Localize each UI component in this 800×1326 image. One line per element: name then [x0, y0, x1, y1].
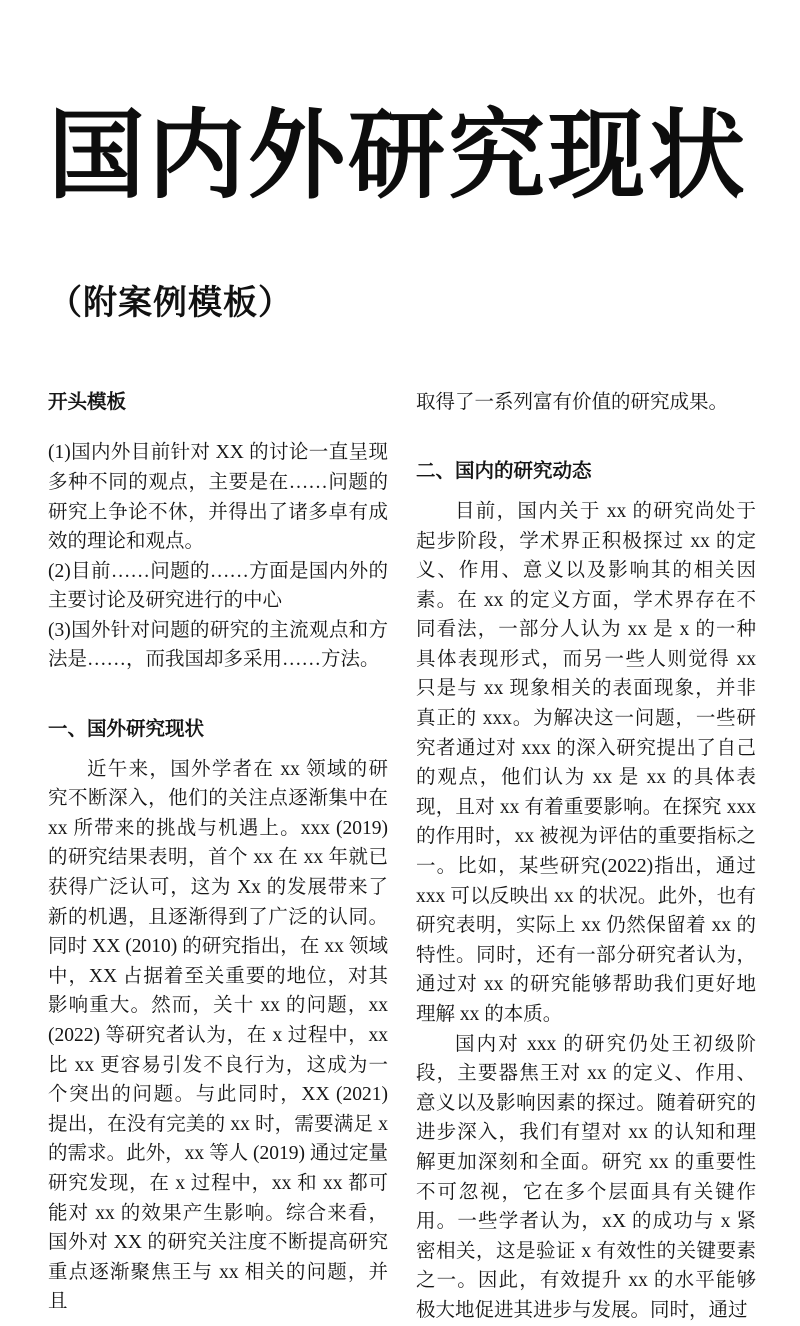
- page-subtitle: （附案例模板）: [48, 284, 293, 322]
- continuation-text: 取得了一系列富有价值的研究成果。: [416, 391, 729, 413]
- domestic-research-paragraph-1: 目前，国内关于 xx 的研究尚处于起步阶段，学术界正积极探过 xx 的定义、作用、意义以及影响其的相关因素。在 xx 的定义方面，学术界存在不同看法，一部分人认为 xx 是 x 的一种具体表现形式，而另一些人则觉得 xx 只是与 xx 现象相关的表面现象，并非真正的 xxx。为解决这一问题，一些研究者通过对 xxx 的深入研究提出了自己的观点，他们认为 xx 是 xx 的具体表现，且对 xx 有着重要影响。在探究 xxx 的作用时，xx 被视为评估的重要指标之一。比如，某些研究(2022)指出，通过 xxx 可以反映出 xx 的状况。此外，也有研究表明，实际上 xx 仍然保留着 xx 的特性。同时，还有一部分研究者认为，通过对 xx 的研究能够帮助我们更好地理解 xx 的本质。: [416, 500, 756, 1025]
- template-item-2: (2)目前……问题的……方面是国内外的主要讨论及研究进行的中心: [48, 560, 388, 612]
- foreign-research-paragraph: 近午来，国外学者在 xx 领域的研究不断深入，他们的关注点逐渐集中在 xx 所带来的挑战与机遇上。xxx (2019) 的研究结果表明，首个 xx 在 xx 年就已获得广泛认可，这为 Xx 的发展带来了新的机遇，且逐渐得到了广泛的认同。同时 XX (2010) 的研究指出，在 xx 领域中，XX 占据着至关重要的地位，对其影响重大。然而，关十 xx 的问题，xx (2022) 等研究者认为，在 x 过程中，xx 比 xx 更容易引发不良行为，这成为一个突出的问题。与此同时，XX (2021) 提出，在没有完美的 xx 时，需要满足 x 的需求。此外，xx 等人 (2019) 通过定量研究发现，在 x 过程中，xx 和 xx 都可能对 xx 的效果产生影响。综合来看，国外对 XX 的研究关注度不断提高研究重点逐渐聚焦王与 xx 相关的问题，并且: [48, 758, 388, 1313]
- left-column: [48, 388, 388, 1326]
- intro-heading: 开头模板: [48, 391, 127, 413]
- domestic-research-paragraph-2: 国内对 xxx 的研究仍处王初级阶段，主要器焦王对 xx 的定义、作用、意义以及影响因素的探过。随着研究的进步深入，我们有望对 xx 的认知和理解更加深刻和全面。研究 xx 的重要性不可忽视，它在多个层面具有关键作用。一些学者认为，xX 的成功与 x 紧密相关，这是验证 x 有效性的关键要素之一。因此，有效提升 xx 的水平能够极大地促进其进步与发展。同时，通过: [416, 1033, 756, 1321]
- section-heading-domestic-research: 二、国内的研究动态: [416, 461, 592, 483]
- template-item-list: [48, 438, 388, 675]
- page-title: 国内外研究现状: [48, 102, 748, 210]
- right-column: [416, 388, 756, 1326]
- section-heading-foreign-research: 一、国外研究现状: [48, 719, 205, 741]
- two-column-body: [48, 388, 756, 1326]
- template-item-3: (3)国外针对问题的研究的主流观点和方法是……，而我国却多采用……方法。: [48, 619, 388, 671]
- template-item-1: (1)国内外目前针对 XX 的讨论一直呈现多种不同的观点，主要是在……问题的研究上争论不休，并得出了诸多卓有成效的理论和观点。: [48, 442, 388, 553]
